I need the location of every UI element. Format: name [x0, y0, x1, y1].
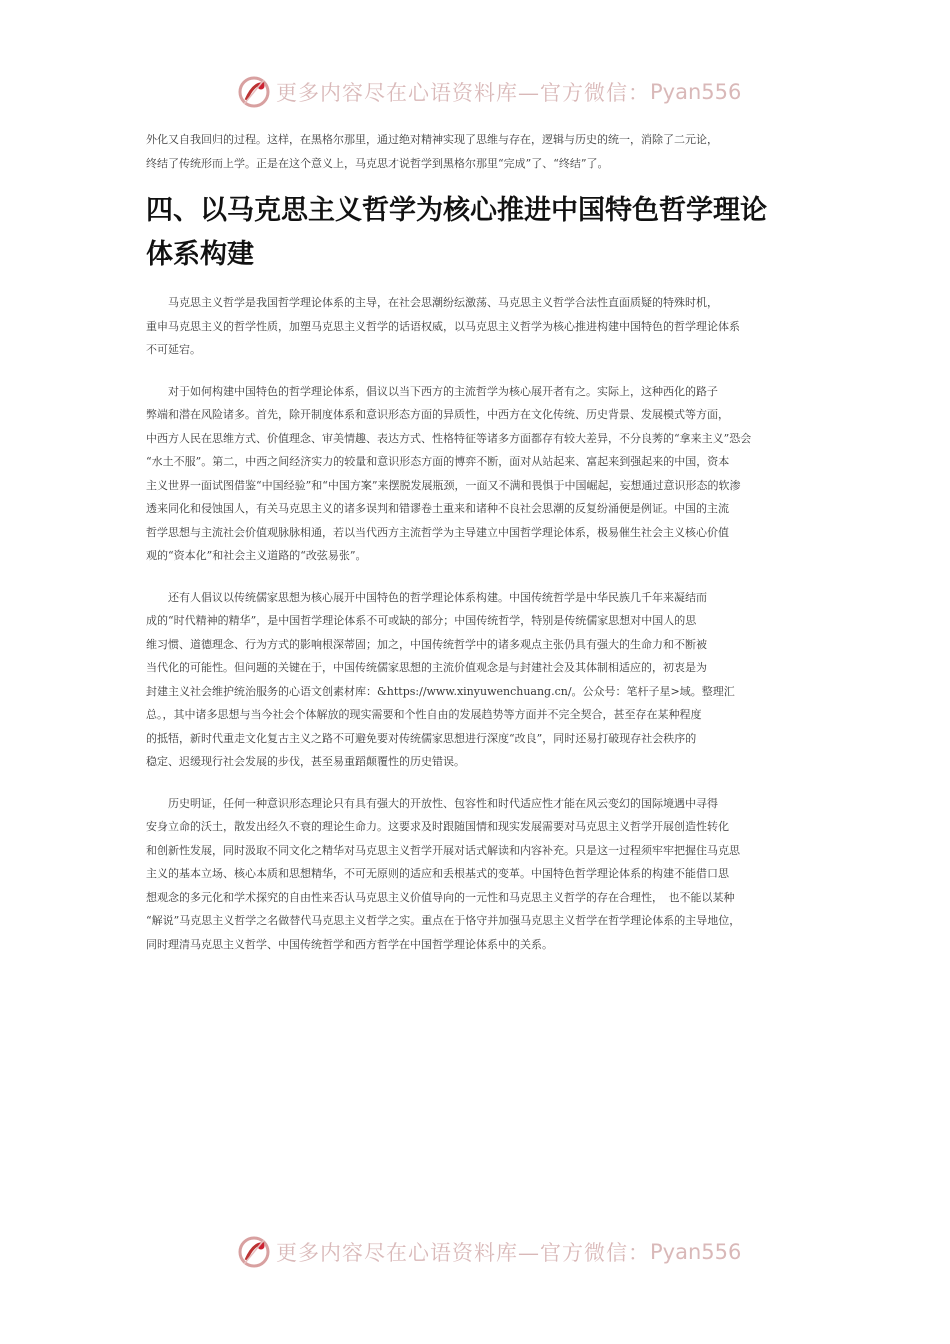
text-line: 观的“资本化”和社会主义道路的“改弦易张”。 [146, 549, 367, 562]
text-line: 主义的基本立场、核心本质和思想精华，不可无原则的适应和丢根基式的变革。中国特色哲学理论体系的构建不能借口思 [146, 867, 729, 880]
watermark-wechat-id: Pyan556 [650, 1240, 742, 1264]
intro-paragraph [146, 128, 806, 175]
paragraph-2 [146, 380, 806, 568]
text-line: 同时理清马克思主义哲学、中国传统哲学和西方哲学在中国哲学理论体系中的关系。 [146, 937, 553, 951]
text-line: 弊端和潜在风险诸多。首先，除开制度体系和意识形态方面的异质性，中西方在文化传统、历史背景、发展模式等方面， [146, 408, 729, 421]
text-line: 和创新性发展，同时汲取不同文化之精华对马克思主义哲学开展对话式解读和内容补充。只是这一过程须牢牢把握住马克思 [146, 843, 740, 857]
text-line: 主义世界一面试图借鉴“中国经验”和“中国方案”来摆脱发展瓶颈，一面又不满和畏惧于中国崛起，妄想通过意识形态的软渗 [146, 478, 741, 492]
text-line: 对于如何构建中国特色的哲学理论体系，倡议以当下西方的主流哲学为核心展开者有之。实际上，这种西化的路子 [146, 384, 718, 398]
text-line: 稳定、迟缓现行社会发展的步伐，甚至易重蹈颠覆性的历史错误。 [146, 755, 465, 768]
text-line: 还有人倡议以传统儒家思想为核心展开中国特色的哲学理论体系构建。中国传统哲学是中华民族几千年来凝结而 [146, 590, 707, 604]
paragraph-1 [146, 291, 806, 362]
header-watermark-banner [236, 72, 742, 112]
text-line: 透来同化和侵蚀国人，有关马克思主义的诸多误判和错谬卷土重来和诸种不良社会思潮的反复纷涌便是例证。中国的主流 [146, 502, 729, 515]
text-line: 中西方人民在思维方式、价值理念、审美情趣、表达方式、性格特征等诸多方面都存有较大差异，不分良莠的“拿来主义”恐会 [146, 431, 752, 445]
text-line: 重申马克思主义的哲学性质，加塑马克思主义哲学的话语权威，以马克思主义哲学为核心推进构建中国特色的哲学理论体系 [146, 319, 740, 333]
text-line: 当代化的可能性。但问题的关键在于，中国传统儒家思想的主流价值观念是与封建社会及其体制相适应的，初衷是为 [146, 661, 707, 674]
heading-line: 体系构建 [146, 239, 254, 270]
text-line: 想观念的多元化和学术探究的自由性来否认马克思主义价值导向的一元性和马克思主义哲学的存在合理性， 也不能以某种 [146, 890, 735, 904]
paragraph-4 [146, 792, 806, 957]
heading-line: 四、以马克思主义哲学为核心推进中国特色哲学理论 [146, 195, 767, 226]
watermark-text: 更多内容尽在心语资料库—官方微信： [276, 1241, 650, 1265]
watermark-wechat-id: Pyan556 [650, 80, 742, 104]
paragraph-3 [146, 586, 806, 774]
text-line: 总。，其中诸多思想与当今社会个体解放的现实需要和个性自由的发展趋势等方面并不完全契合，甚至存在某种程度 [146, 708, 702, 721]
text-line: 维习惯、道德理念、行为方式的影响根深蒂固；加之，中国传统哲学中的诸多观点主张仍具有强大的生命力和不断被 [146, 637, 707, 651]
text-line: 不可延宕。 [146, 343, 201, 356]
text-line: 的抵牾，新时代重走文化复古主义之路不可避免要对传统儒家思想进行深度“改良”，同时还易打破现存社会秩序的 [146, 731, 697, 745]
text-line: “解说”马克思主义哲学之名做替代马克思主义哲学之实。重点在于恪守并加强马克思主义哲学在哲学理论体系的主导地位， [146, 914, 741, 927]
footer-watermark-banner [236, 1232, 742, 1272]
text-line: 历史明证，任何一种意识形态理论只有具有强大的开放性、包容性和时代适应性才能在风云变幻的国际境遇中寻得 [146, 796, 718, 810]
section-heading [146, 189, 806, 277]
text-line: 成的“时代精神的精华”，是中国哲学理论体系不可或缺的部分；中国传统哲学，特别是传统儒家思想对中国人的思 [146, 614, 697, 627]
text-line: 马克思主义哲学是我国哲学理论体系的主导，在社会思潮纷纭激荡、马克思主义哲学合法性直面质疑的特殊时机， [146, 296, 718, 309]
text-line: 安身立命的沃土，散发出经久不衰的理论生命力。这要求及时跟随国情和现实发展需要对马克思主义哲学开展创造性转化 [146, 820, 729, 833]
text-line: 封建主义社会维护统治服务的心语文创素材库：&https://www.xinyuwenchuang.cn/。公众号：笔杆子星>域。整理汇 [146, 684, 735, 698]
watermark-text: 更多内容尽在心语资料库—官方微信： [276, 81, 650, 105]
text-line: 终结了传统形而上学。正是在这个意义上，马克思才说哲学到黑格尔那里“完成”了、“终结”了。 [146, 156, 609, 170]
document-body [146, 128, 806, 956]
brand-logo-icon [236, 74, 272, 110]
text-line: “水土不服”。第二，中西之间经济实力的较量和意识形态方面的博弈不断，面对从站起来、富起来到强起来的中国，资本 [146, 455, 730, 468]
text-line: 哲学思想与主流社会价值观脉脉相通，若以当代西方主流哲学为主导建立中国哲学理论体系，极易催生社会主义核心价值 [146, 525, 729, 539]
text-line: 外化又自我回归的过程。这样，在黑格尔那里，通过绝对精神实现了思维与存在，逻辑与历史的统一，消除了二元论， [146, 133, 718, 146]
brand-logo-icon [236, 1234, 272, 1270]
